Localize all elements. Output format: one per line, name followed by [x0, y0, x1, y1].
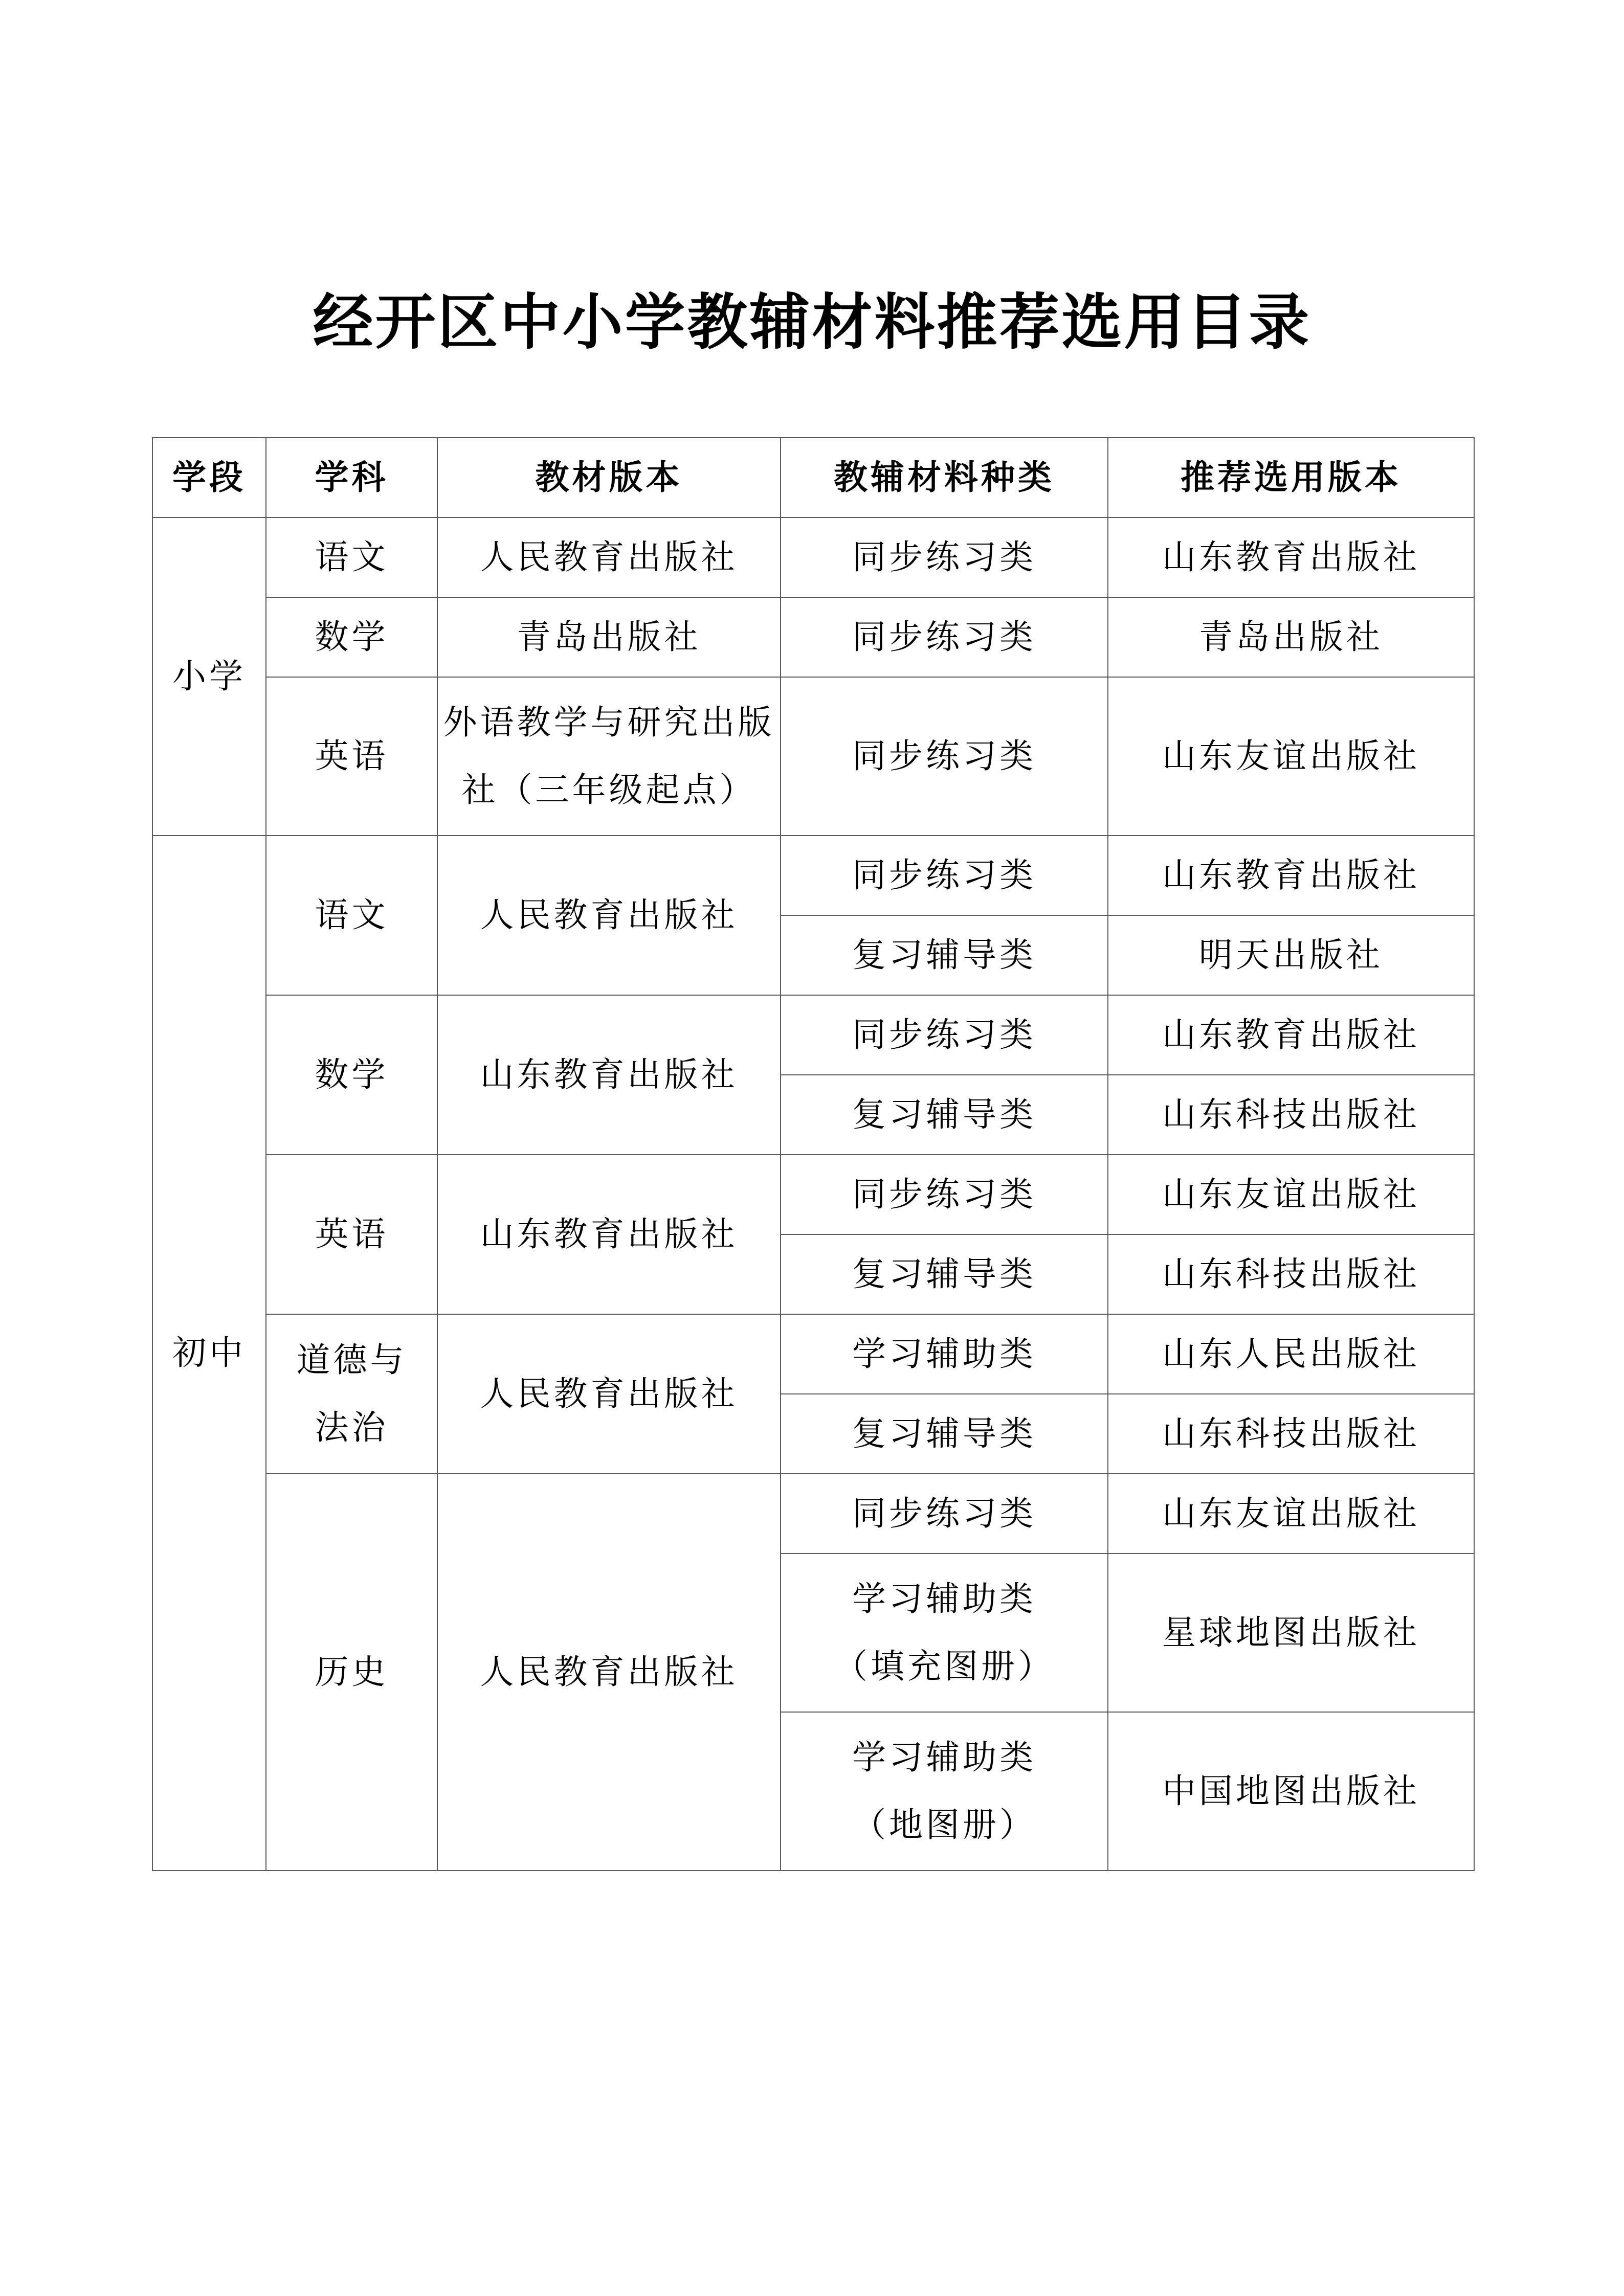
material-type-cell: 同步练习类: [781, 1474, 1108, 1554]
material-type-cell: 同步练习类: [781, 597, 1108, 677]
table-row: [152, 995, 1474, 1075]
material-type-cell: 学习辅助类: [781, 1314, 1108, 1394]
publisher-cell: 山东教育出版社: [1108, 836, 1474, 915]
header-subject: 学科: [266, 438, 437, 517]
catalog-table: [152, 437, 1475, 1871]
subject-cell: 语文: [266, 517, 437, 597]
publisher-cell: 中国地图出版社: [1108, 1712, 1474, 1871]
subject-cell: 英语: [266, 1155, 437, 1314]
subject-cell: 数学: [266, 597, 437, 677]
subject-cell: 道德与法治: [266, 1314, 437, 1474]
material-type-cell: 同步练习类: [781, 836, 1108, 915]
publisher-cell: 青岛出版社: [1108, 597, 1474, 677]
material-type-cell: 同步练习类: [781, 517, 1108, 597]
textbook-cell: 人民教育出版社: [437, 517, 781, 597]
publisher-cell: 山东教育出版社: [1108, 995, 1474, 1075]
textbook-cell: 青岛出版社: [437, 597, 781, 677]
table-row: [152, 1314, 1474, 1394]
stage-cell-primary: 小学: [152, 517, 266, 836]
table-row: [152, 597, 1474, 677]
publisher-cell: 山东人民出版社: [1108, 1314, 1474, 1394]
publisher-cell: 山东友谊出版社: [1108, 1474, 1474, 1554]
material-type-cell: 学习辅助类（填充图册）: [781, 1554, 1108, 1712]
header-row: [152, 438, 1474, 517]
publisher-cell: 明天出版社: [1108, 915, 1474, 995]
subject-cell: 数学: [266, 995, 437, 1155]
stage-cell-junior: 初中: [152, 836, 266, 1871]
subject-cell: 历史: [266, 1474, 437, 1871]
textbook-cell: 外语教学与研究出版社（三年级起点）: [437, 677, 781, 836]
material-type-cell: 同步练习类: [781, 677, 1108, 836]
textbook-cell: 山东教育出版社: [437, 995, 781, 1155]
material-type-cell: 同步练习类: [781, 1155, 1108, 1234]
material-type-cell: 同步练习类: [781, 995, 1108, 1075]
publisher-cell: 星球地图出版社: [1108, 1554, 1474, 1712]
publisher-cell: 山东科技出版社: [1108, 1234, 1474, 1314]
material-type-cell: 复习辅导类: [781, 1234, 1108, 1314]
header-material-type: 教辅材料种类: [781, 438, 1108, 517]
subject-cell: 语文: [266, 836, 437, 995]
publisher-cell: 山东友谊出版社: [1108, 1155, 1474, 1234]
textbook-cell: 山东教育出版社: [437, 1155, 781, 1314]
publisher-cell: 山东科技出版社: [1108, 1075, 1474, 1155]
material-type-cell: 复习辅导类: [781, 1075, 1108, 1155]
table-row: [152, 677, 1474, 836]
textbook-cell: 人民教育出版社: [437, 1314, 781, 1474]
table-row: [152, 517, 1474, 597]
header-recommended-publisher: 推荐选用版本: [1108, 438, 1474, 517]
publisher-cell: 山东友谊出版社: [1108, 677, 1474, 836]
header-stage: 学段: [152, 438, 266, 517]
textbook-cell: 人民教育出版社: [437, 1474, 781, 1871]
header-textbook: 教材版本: [437, 438, 781, 517]
table-row: [152, 1474, 1474, 1554]
page-title: 经开区中小学教辅材料推荐选用目录: [313, 287, 1311, 357]
material-type-cell: 学习辅助类（地图册）: [781, 1712, 1108, 1871]
subject-cell: 英语: [266, 677, 437, 836]
publisher-cell: 山东科技出版社: [1108, 1394, 1474, 1474]
publisher-cell: 山东教育出版社: [1108, 517, 1474, 597]
material-type-cell: 复习辅导类: [781, 1394, 1108, 1474]
table-row: [152, 1155, 1474, 1234]
textbook-cell: 人民教育出版社: [437, 836, 781, 995]
material-type-cell: 复习辅导类: [781, 915, 1108, 995]
table-row: [152, 836, 1474, 915]
